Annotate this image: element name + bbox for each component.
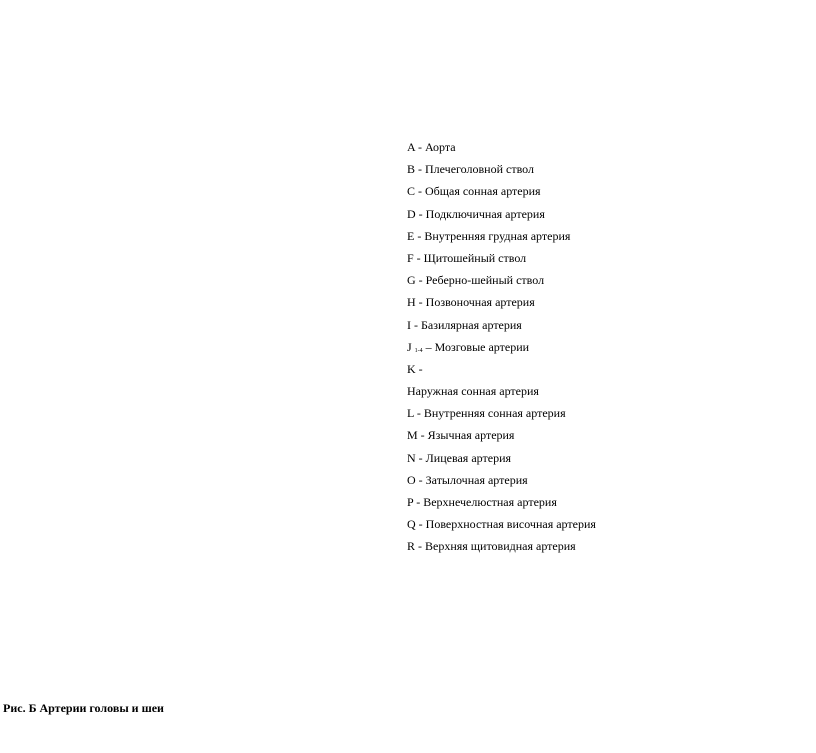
legend-item-k-label: Наружная сонная артерия	[407, 384, 539, 399]
legend-item-a: A - Аорта	[407, 140, 456, 154]
legend-item-h: H - Позвоночная артерия	[407, 295, 535, 310]
legend-item-r: R - Верхняя щитовидная артерия	[407, 539, 576, 554]
legend-item-j-letter: J	[407, 339, 412, 354]
legend-item-n: N - Лицевая артерия	[407, 450, 512, 465]
legend-item-b: B - Плечеголовной ствол	[407, 162, 534, 177]
legend-item-e: E - Внутренняя грудная артерия	[407, 228, 571, 243]
legend-item-k: K -	[407, 361, 423, 376]
legend-item-j	[407, 338, 596, 360]
legend-item-f: F - Щитошейный ствол	[407, 250, 527, 265]
legend-item-g: G - Реберно-шейный ствол	[407, 273, 545, 288]
legend-item-c: C - Общая сонная артерия	[407, 184, 541, 199]
legend-item-l: L - Внутренняя сонная артерия	[407, 406, 566, 421]
arteries-legend	[407, 138, 596, 560]
legend-item-j-label: – Мозговые артерии	[425, 339, 530, 354]
legend-item-d: D - Подключичная артерия	[407, 206, 545, 221]
legend-item-o: O - Затылочная артерия	[407, 472, 528, 487]
legend-item-j-subscript: 1-4	[414, 347, 423, 354]
figure-caption: Рис. Б Артерии головы и шеи	[3, 701, 164, 715]
legend-item-m: M - Язычная артерия	[407, 428, 515, 443]
legend-item-i: I - Базилярная артерия	[407, 317, 522, 332]
legend-item-q: Q - Поверхностная височная артерия	[407, 517, 596, 532]
legend-item-p: P - Верхнечелюстная артерия	[407, 495, 557, 509]
